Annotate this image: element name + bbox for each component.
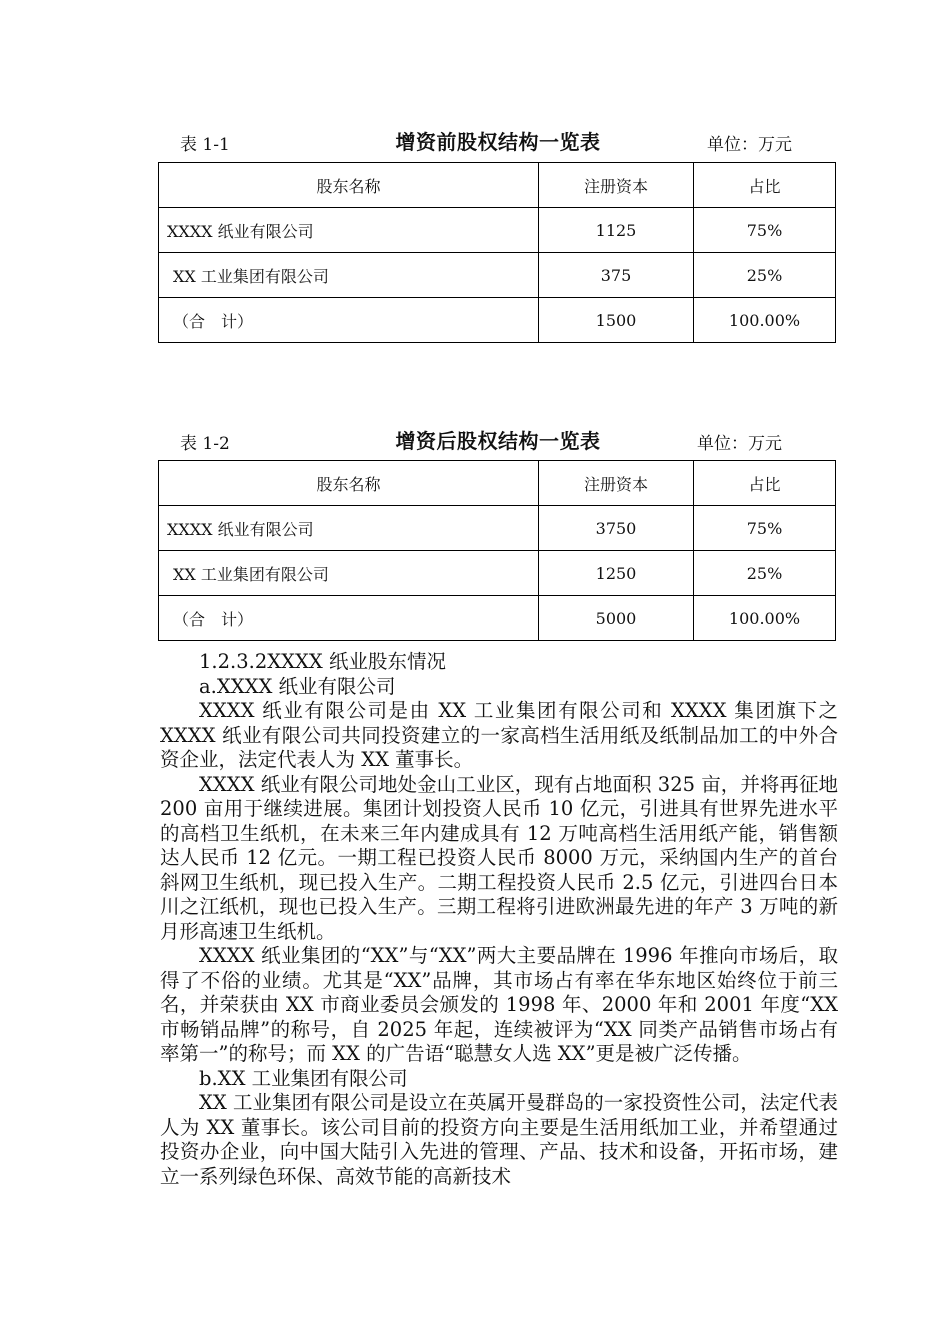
registered-capital: 375 [539, 253, 694, 298]
shareholder-name: XXXX 纸业有限公司 [159, 208, 539, 253]
registered-capital: 1125 [539, 208, 694, 253]
registered-capital: 1250 [539, 551, 694, 596]
table1-number: 表 1-1 [180, 135, 230, 155]
table-total-row [159, 298, 836, 343]
total-capital: 5000 [539, 596, 694, 641]
table2-title: 增资后股权结构一览表 [395, 429, 601, 453]
ratio: 75% [694, 208, 836, 253]
subsection-heading-b: b.XX 工业集团有限公司 [199, 1066, 408, 1090]
table2-number: 表 1-2 [180, 434, 230, 454]
ratio: 75% [694, 506, 836, 551]
table1-unit: 单位：万元 [707, 135, 792, 155]
body-text [160, 650, 838, 1189]
shareholder-name: XX 工业集团有限公司 [159, 551, 539, 596]
registered-capital: 3750 [539, 506, 694, 551]
paragraph: XXXX 纸业有限公司是由 XX 工业集团有限公司和 XXXX 集团旗下之 XXXX 纸业有限公司共同投资建立的一家高档生活用纸及纸制品加工的中外合资企业，法定代表人为 XX 董事长。 [160, 699, 838, 771]
paragraph: XXXX 纸业集团的“XX”与“XX”两大主要品牌在 1996 年推向市场后，取得了不俗的业绩。尤其是“XX”品牌，其市场占有率在华东地区始终位于前三名，并荣获由 XX 市商业委员会颁发的 1998 年、2000 年和 2001 年度“XX 市畅销品牌”的称号，自 2025 年起，连续被评为“XX 同类产品销售市场占有率第一”的称号；而 XX 的广告语“聪慧女人选 XX”更是被广泛传播。 [160, 944, 838, 1065]
paragraph: XXXX 纸业有限公司地处金山工业区，现有占地面积 325 亩，并将再征地 200 亩用于继续进展。集团计划投资人民币 10 亿元，引进具有世界先进水平的高档卫生纸机，在未来三年内建成具有 12 万吨高档生活用纸产能，销售额达人民币 12 亿元。一期工程已投资人民币 8000 万元，采纳国内生产的首台斜网卫生纸机，现已投入生产。二期工程投资人民币 2.5 亿元，引进四台日本川之江纸机，现也已投入生产。三期工程将引进欧洲最先进的年产 3 万吨的新月形高速卫生纸机。 [160, 772, 838, 943]
table-row [159, 551, 836, 596]
table-total-row [159, 596, 836, 641]
section-heading: 1.2.3.2XXXX 纸业股东情况 [199, 650, 446, 673]
header-shareholder-name: 股东名称 [159, 461, 539, 506]
total-capital: 1500 [539, 298, 694, 343]
table1-caption [160, 124, 836, 154]
shareholder-name: XX 工业集团有限公司 [159, 253, 539, 298]
header-ratio: 占比 [694, 163, 836, 208]
header-ratio: 占比 [694, 461, 836, 506]
subsection-heading-a: a.XXXX 纸业有限公司 [199, 674, 396, 698]
header-registered-capital: 注册资本 [539, 461, 694, 506]
table-header-row [159, 461, 836, 506]
paragraph: XX 工业集团有限公司是设立在英属开曼群岛的一家投资性公司，法定代表人为 XX 董事长。该公司目前的投资方向主要是生活用纸加工业，并希望通过投资办企业，向中国大陆引入先进的管理、产品、技术和设备，开拓市场，建立一系列绿色环保、高效节能的高新技术 [160, 1091, 838, 1188]
total-ratio: 100.00% [694, 596, 836, 641]
table2-caption [160, 423, 836, 453]
total-label: （合 计） [159, 298, 539, 343]
ratio: 25% [694, 551, 836, 596]
table-row [159, 253, 836, 298]
table-row [159, 208, 836, 253]
table-header-row [159, 163, 836, 208]
header-registered-capital: 注册资本 [539, 163, 694, 208]
table1-equity-before [158, 162, 836, 343]
table-row [159, 506, 836, 551]
table2-unit: 单位：万元 [697, 434, 782, 454]
table1-title: 增资前股权结构一览表 [395, 130, 601, 154]
total-label: （合 计） [159, 596, 539, 641]
table2-equity-after [158, 460, 836, 641]
total-ratio: 100.00% [694, 298, 836, 343]
header-shareholder-name: 股东名称 [159, 163, 539, 208]
shareholder-name: XXXX 纸业有限公司 [159, 506, 539, 551]
ratio: 25% [694, 253, 836, 298]
